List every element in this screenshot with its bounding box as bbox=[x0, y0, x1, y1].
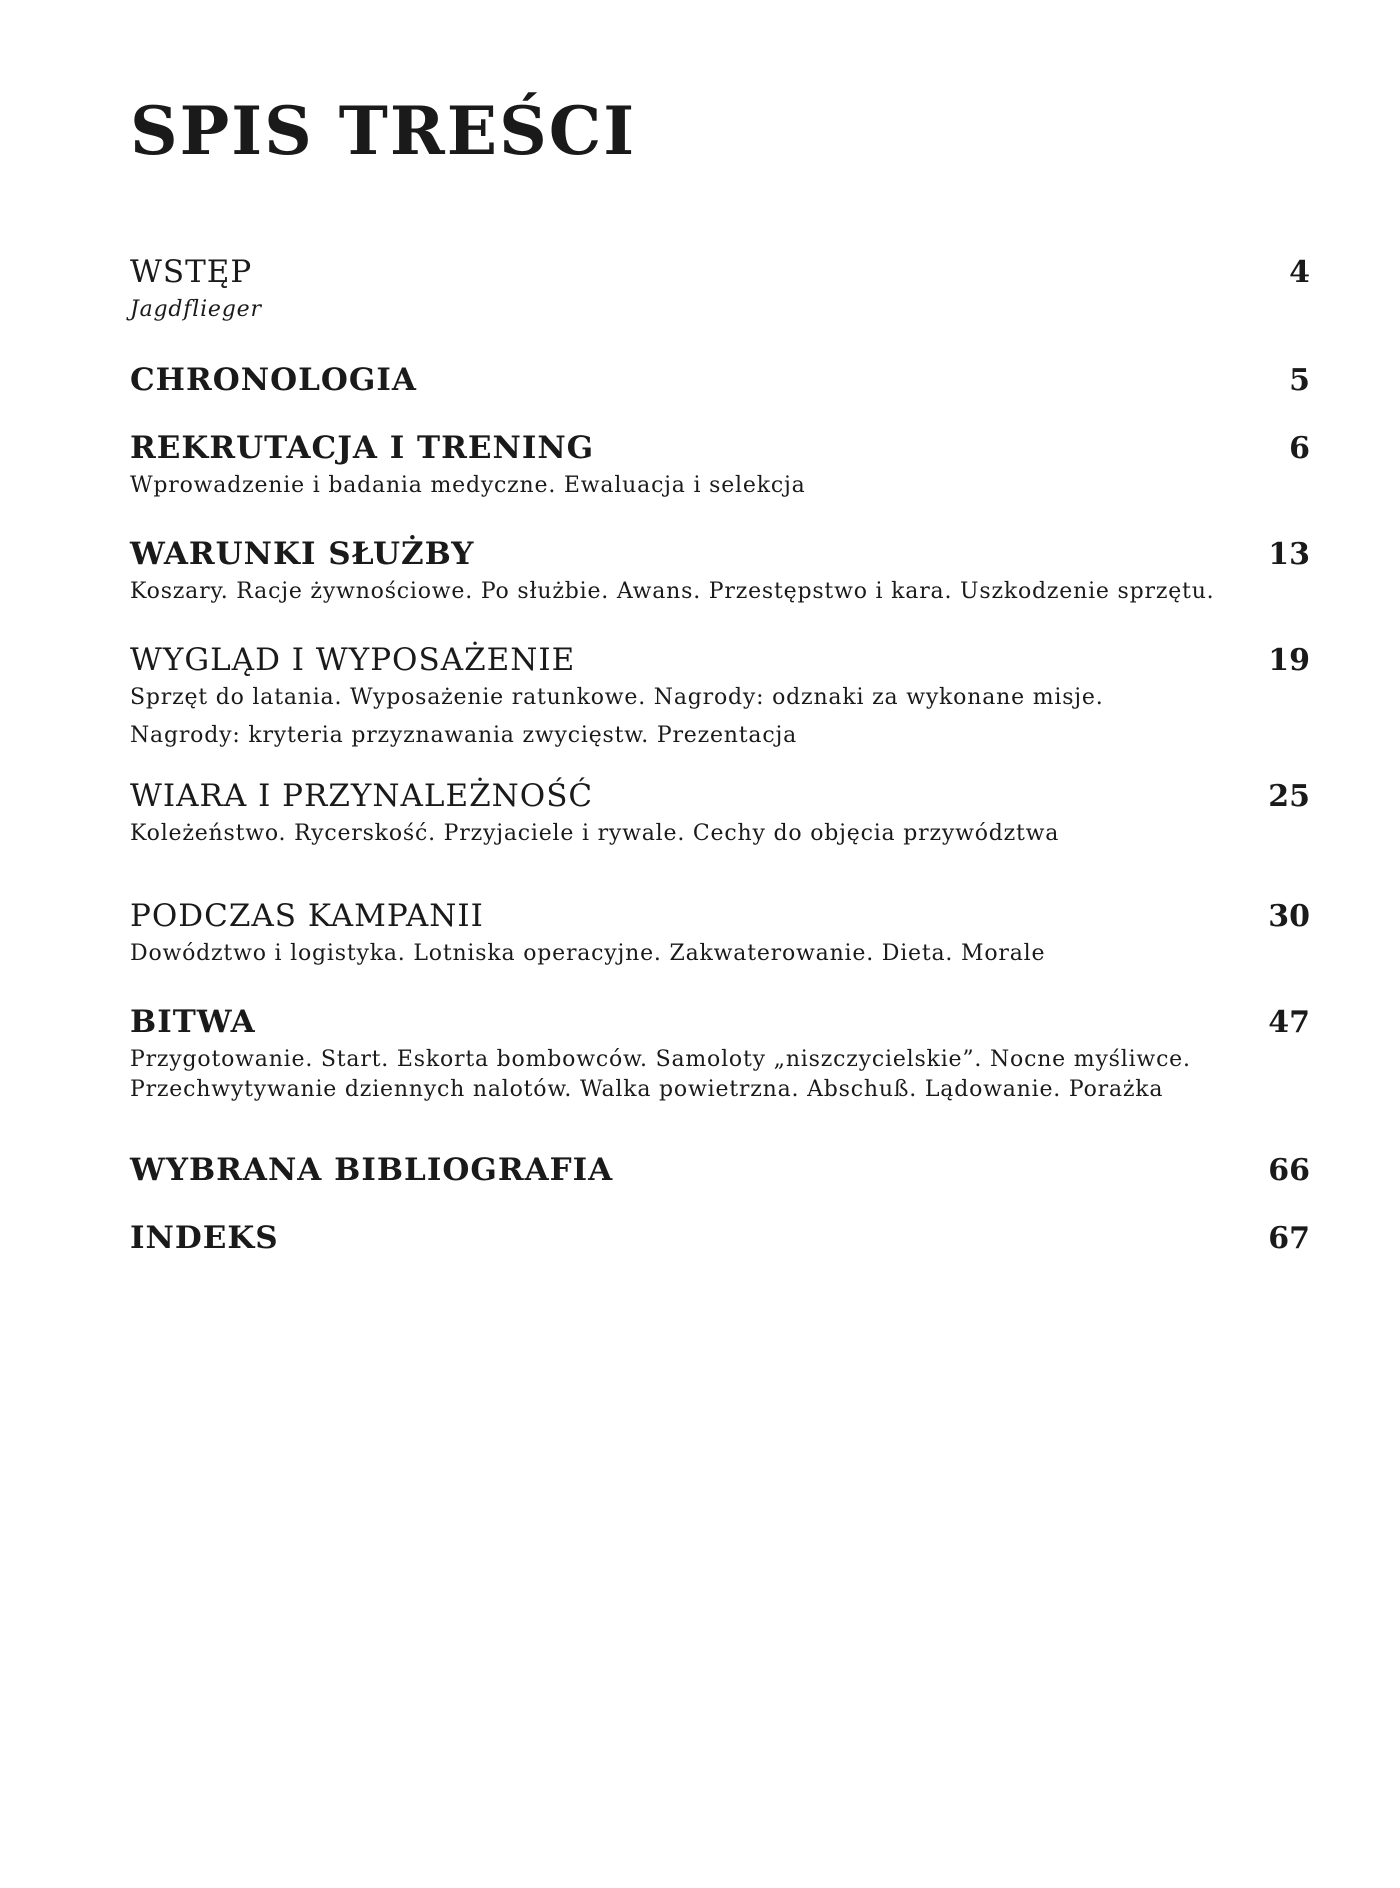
toc-entry-page: 19 bbox=[1268, 643, 1310, 678]
toc-entry-subtitle: Sprzęt do latania. Wyposażenie ratunkowe. Nagrody: odznaki za wykonane misje. bbox=[130, 685, 1104, 710]
toc-entry-title: WYGLĄD I WYPOSAŻENIE bbox=[130, 642, 576, 678]
toc-entry-head bbox=[130, 534, 1310, 575]
toc-entry-head bbox=[130, 428, 1310, 469]
toc-entry-page: 66 bbox=[1268, 1153, 1310, 1188]
toc-entry-title: INDEKS bbox=[130, 1220, 279, 1256]
toc-entry-subtitle: Dowództwo i logistyka. Lotniska operacyjne. Zakwaterowanie. Dieta. Morale bbox=[130, 941, 1046, 966]
toc-entry-head bbox=[130, 1150, 1310, 1191]
toc-entry-page: 25 bbox=[1268, 779, 1310, 814]
toc-entry-page: 30 bbox=[1268, 899, 1310, 934]
toc-entry-page: 13 bbox=[1268, 537, 1310, 572]
toc-entry-title: CHRONOLOGIA bbox=[130, 362, 417, 398]
toc-entry-indeks[interactable] bbox=[130, 1218, 1310, 1259]
toc-entry-subtitle: Nagrody: kryteria przyznawania zwycięstw. Prezentacja bbox=[130, 723, 797, 748]
toc-entry-title: WYBRANA BIBLIOGRAFIA bbox=[130, 1152, 614, 1188]
toc-entry-title: BITWA bbox=[130, 1004, 256, 1040]
toc-entry-page: 47 bbox=[1268, 1005, 1310, 1040]
toc-entry-title: PODCZAS KAMPANII bbox=[130, 898, 484, 934]
toc-entry-head bbox=[130, 252, 1310, 293]
toc-entry-warunki-sluzby[interactable] bbox=[130, 534, 1310, 607]
toc-entry-subtitle: Przechwytywanie dziennych nalotów. Walka powietrzna. Abschuß. Lądowanie. Porażka bbox=[130, 1077, 1164, 1102]
toc-entry-wyglad[interactable] bbox=[130, 640, 1310, 751]
toc-entry-title: REKRUTACJA I TRENING bbox=[130, 430, 595, 466]
toc-entry-head bbox=[130, 776, 1310, 817]
toc-entry-rekrutacja[interactable] bbox=[130, 428, 1310, 501]
toc-entry-page: 6 bbox=[1289, 431, 1310, 466]
toc-entry-wiara[interactable] bbox=[130, 776, 1310, 849]
toc-entry-kampania[interactable] bbox=[130, 896, 1310, 969]
toc-entry-bibliografia[interactable] bbox=[130, 1150, 1310, 1191]
page-title: SPIS TREŚCI bbox=[130, 92, 637, 170]
toc-entry-head bbox=[130, 1002, 1310, 1043]
toc-entry-head bbox=[130, 1218, 1310, 1259]
toc-entry-subtitle: Jagdflieger bbox=[130, 297, 262, 322]
toc-entry-head bbox=[130, 640, 1310, 681]
toc-entry-title: WSTĘP bbox=[130, 254, 253, 290]
toc-entry-subtitle: Przygotowanie. Start. Eskorta bombowców. Samoloty „niszczycielskie”. Nocne myśliwce. bbox=[130, 1047, 1191, 1072]
toc-entry-wstep[interactable] bbox=[130, 252, 1310, 325]
toc-entry-bitwa[interactable] bbox=[130, 1002, 1310, 1105]
toc-entry-page: 67 bbox=[1268, 1221, 1310, 1256]
toc-entry-head bbox=[130, 896, 1310, 937]
toc-entry-chronologia[interactable] bbox=[130, 360, 1310, 401]
toc-entry-page: 4 bbox=[1289, 255, 1310, 290]
toc-entry-subtitle: Koszary. Racje żywnościowe. Po służbie. Awans. Przestępstwo i kara. Uszkodzenie sprzętu. bbox=[130, 579, 1215, 604]
toc-entry-title: WARUNKI SŁUŻBY bbox=[130, 536, 475, 572]
toc-entry-page: 5 bbox=[1289, 363, 1310, 398]
toc-entry-title: WIARA I PRZYNALEŻNOŚĆ bbox=[130, 778, 594, 814]
toc-entry-head bbox=[130, 360, 1310, 401]
toc-entry-subtitle: Wprowadzenie i badania medyczne. Ewaluacja i selekcja bbox=[130, 473, 806, 498]
toc-entry-subtitle: Koleżeństwo. Rycerskość. Przyjaciele i rywale. Cechy do objęcia przywództwa bbox=[130, 821, 1060, 846]
